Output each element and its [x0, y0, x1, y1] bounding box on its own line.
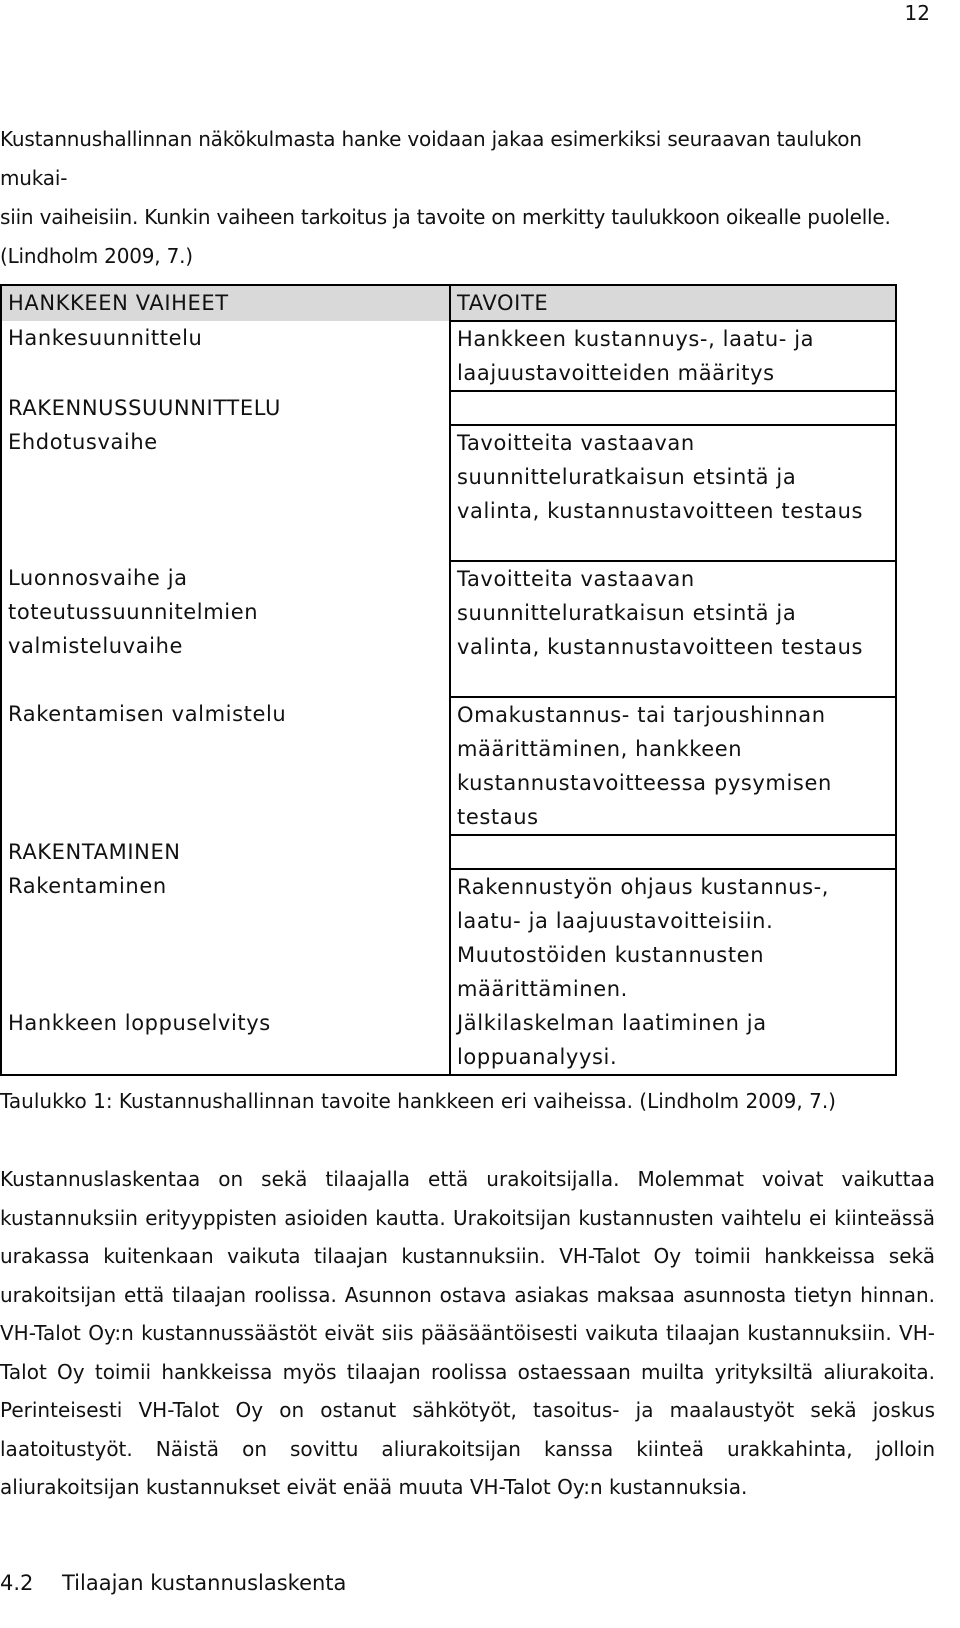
- cell-line: [8, 355, 443, 387]
- intro-paragraph: [0, 120, 935, 276]
- body-paragraph: Kustannuslaskentaa on sekä tilaajalla että urakoitsijalla. Molemmat voivat vaikuttaa kustannuksiin erityyppisten asioiden kautta. Urakoitsijan kustannusten vaihtelu ei kiinteässä urakassa kuitenkaan vaikuta tilaajan kustannuksiin. VH-Talot Oy toimii hankkeissa sekä urakoitsijan että tilaajan roolissa. Asunnon ostava asiakas maksaa asunnosta tietyn hinnan. VH-Talot Oy:n kustannussäästöt eivät siis pääsääntöisesti vaikuta tilaajan kustannuksiin. VH-Talot Oy toimii hankkeissa myös tilaajan roolissa ostaessaan muilta yrityksiltä aliurakoita. Perinteisesti VH-Talot Oy on ostanut sähkötyöt, tasoitus- ja maalaustyöt sekä joskus laatoitustyöt. Näistä on sovittu aliurakoitsijan kanssa kiinteä urakkahinta, jolloin aliurakoitsijan kustannukset eivät enää muuta VH-Talot Oy:n kustannuksia.: [0, 1167, 935, 1499]
- cell-line: valinta, kustannustavoitteen testaus: [457, 635, 864, 659]
- goal-cell: [450, 425, 896, 561]
- cell-line: suunnitteluratkaisun etsintä ja: [457, 601, 797, 625]
- phase-cell: [1, 561, 450, 697]
- cell-line: Rakentaminen: [8, 874, 167, 898]
- table-row: [1, 321, 896, 391]
- cell-line: laatu- ja laajuustavoitteisiin.: [457, 909, 774, 933]
- cell-line: Luonnosvaihe ja: [8, 566, 188, 590]
- cell-line: valmisteluvaihe: [8, 634, 184, 658]
- table-row: [1, 391, 896, 425]
- table-row: [1, 425, 896, 561]
- project-phases-table: [0, 284, 897, 1076]
- cell-line: RAKENTAMINEN: [8, 840, 181, 864]
- table-header-row: [1, 285, 896, 321]
- cell-line: Hankkeen loppuselvitys: [8, 1011, 271, 1035]
- cell-line: Muutostöiden kustannusten: [457, 943, 765, 967]
- cell-line: [457, 836, 889, 868]
- goal-cell: [450, 561, 896, 697]
- cell-line: määrittäminen, hankkeen: [457, 737, 743, 761]
- cell-line: Tavoitteita vastaavan: [457, 431, 695, 455]
- intro-line: siin vaiheisiin. Kunkin vaiheen tarkoitus ja tavoite on merkitty taulukkoon oikealle puolelle.: [0, 205, 891, 229]
- cell-line: laajuustavoitteiden määritys: [457, 361, 775, 385]
- table-row: [1, 697, 896, 835]
- cell-line: [457, 392, 889, 424]
- goal-cell: [450, 391, 896, 425]
- phase-cell: [1, 321, 450, 391]
- phase-cell: [1, 391, 450, 425]
- cell-line: Hankkeen kustannuys-, laatu- ja: [457, 327, 815, 351]
- phase-cell: [1, 697, 450, 835]
- header-phases: HANKKEEN VAIHEET: [1, 285, 450, 321]
- cell-line: toteutussuunnitelmien: [8, 600, 259, 624]
- goal-cell: [450, 321, 896, 391]
- goal-cell: [450, 869, 896, 1006]
- section-title: Tilaajan kustannuslaskenta: [62, 1571, 347, 1595]
- header-goal: TAVOITE: [450, 285, 896, 321]
- cell-line: määrittäminen.: [457, 977, 628, 1001]
- goal-cell: [450, 1006, 896, 1075]
- phase-cell: [1, 835, 450, 869]
- goal-cell: [450, 835, 896, 869]
- table-row: [1, 835, 896, 869]
- cell-line: Ehdotusvaihe: [8, 430, 158, 454]
- cell-line: testaus: [457, 805, 539, 829]
- cell-line: Rakentamisen valmistelu: [8, 702, 287, 726]
- cell-line: RAKENNUSSUUNNITTELU: [8, 396, 281, 420]
- table-row: [1, 1006, 896, 1075]
- phase-cell: [1, 1006, 450, 1075]
- table-row: [1, 869, 896, 1006]
- cell-line: Tavoitteita vastaavan: [457, 567, 695, 591]
- section-heading: [0, 1568, 346, 1598]
- goal-cell: [450, 697, 896, 835]
- cell-line: Rakennustyön ohjaus kustannus-,: [457, 875, 830, 899]
- table-row: [1, 561, 896, 697]
- phase-cell: [1, 869, 450, 1006]
- phase-cell: [1, 425, 450, 561]
- cell-line: Omakustannus- tai tarjoushinnan: [457, 703, 826, 727]
- table-caption: Taulukko 1: Kustannushallinnan tavoite hankkeen eri vaiheissa. (Lindholm 2009, 7.): [0, 1089, 836, 1113]
- page-number: 12: [904, 1, 930, 25]
- cell-line: Jälkilaskelman laatiminen ja: [457, 1011, 767, 1035]
- cell-line: kustannustavoitteessa pysymisen: [457, 771, 832, 795]
- cell-line: loppuanalyysi.: [457, 1045, 618, 1069]
- cell-line: Hankesuunnittelu: [8, 326, 203, 350]
- intro-line: (Lindholm 2009, 7.): [0, 244, 193, 268]
- intro-line: Kustannushallinnan näkökulmasta hanke voidaan jakaa esimerkiksi seuraavan taulukon mukai-: [0, 127, 862, 190]
- cell-line: suunnitteluratkaisun etsintä ja: [457, 465, 797, 489]
- section-number: 4.2: [0, 1571, 34, 1595]
- cell-line: valinta, kustannustavoitteen testaus: [457, 499, 864, 523]
